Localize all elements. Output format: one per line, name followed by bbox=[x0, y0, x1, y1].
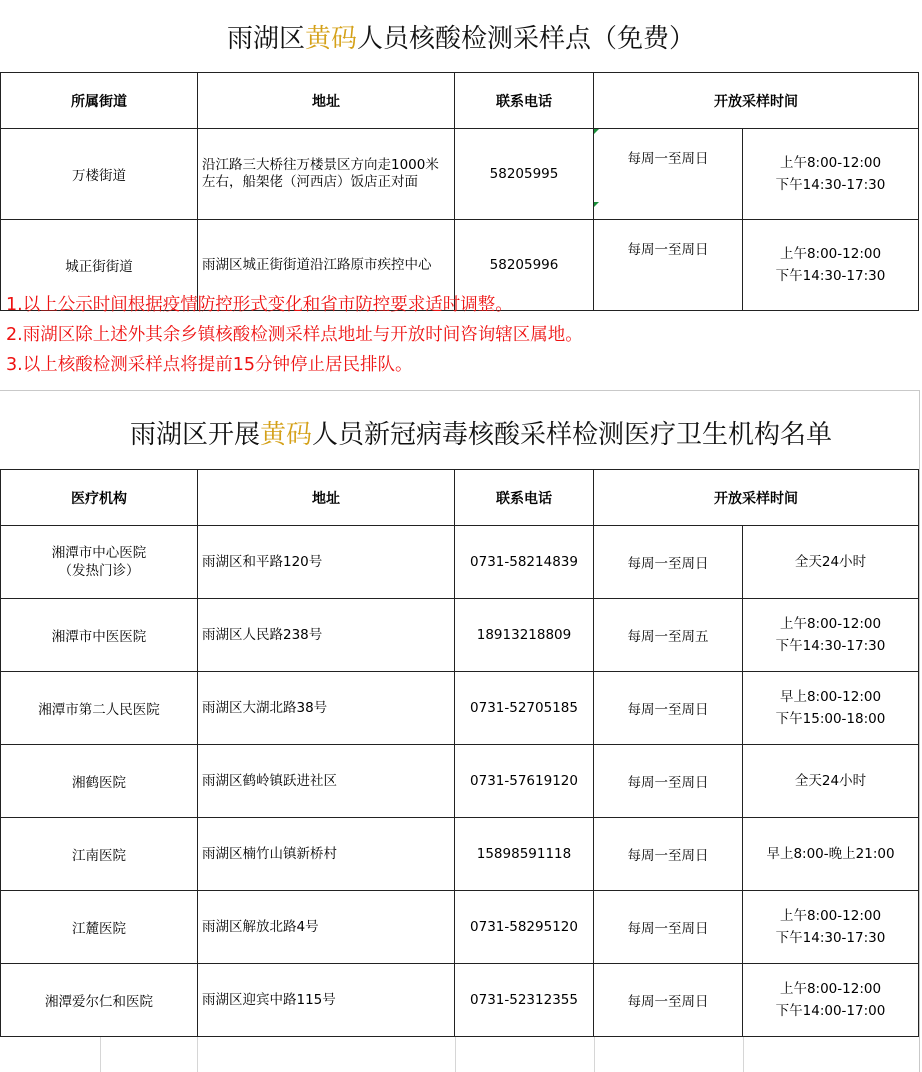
note-line-2: 2.雨湖区除上述外其余乡镇核酸检测采样点地址与开放时间咨询辖区属地。 bbox=[6, 325, 583, 345]
table-row bbox=[1, 891, 919, 964]
section1-title-highlight: 黄码 bbox=[304, 23, 357, 54]
notes-block bbox=[6, 290, 583, 380]
cell-comment-marker bbox=[594, 202, 599, 207]
time-line-1: 上午8:00-12:00 bbox=[779, 616, 882, 632]
time-line-1: 上午8:00-12:00 bbox=[779, 155, 882, 171]
medical-institutions-table bbox=[0, 469, 919, 1037]
time-cell: 早上8:00-晚上21:00 bbox=[743, 818, 919, 891]
table-row bbox=[1, 129, 919, 220]
address-cell: 雨湖区迎宾中路115号 bbox=[198, 964, 455, 1037]
days-cell: 每周一至周日 bbox=[594, 891, 743, 964]
time-cell bbox=[743, 964, 919, 1037]
section2-title bbox=[0, 396, 922, 468]
time-line-2: 下午14:30-17:30 bbox=[775, 930, 886, 946]
days-cell: 每周一至周日 bbox=[594, 964, 743, 1037]
phone-cell: 18913218809 bbox=[455, 599, 594, 672]
time-line-1: 上午8:00-12:00 bbox=[779, 981, 882, 997]
header-institution: 医疗机构 bbox=[1, 470, 198, 526]
time-cell: 全天24小时 bbox=[743, 745, 919, 818]
phone-cell: 58205995 bbox=[455, 129, 594, 220]
time-line-2: 下午15:00-18:00 bbox=[775, 711, 886, 727]
institution-cell: 湘潭市第二人民医院 bbox=[1, 672, 198, 745]
empty-grid-line bbox=[743, 1037, 744, 1072]
institution-name: 湘潭市中心医院 bbox=[51, 545, 147, 561]
address-cell: 雨湖区人民路238号 bbox=[198, 599, 455, 672]
days-cell: 每周一至周日 bbox=[594, 672, 743, 745]
header-open-time: 开放采样时间 bbox=[594, 73, 919, 129]
institution-note: （发热门诊） bbox=[58, 563, 140, 579]
address-cell: 雨湖区解放北路4号 bbox=[198, 891, 455, 964]
time-line-2: 下午14:30-17:30 bbox=[775, 638, 886, 654]
time-line-1: 上午8:00-12:00 bbox=[779, 908, 882, 924]
days-cell: 每周一至周日 bbox=[594, 526, 743, 599]
phone-cell: 0731-58295120 bbox=[455, 891, 594, 964]
empty-grid-line bbox=[100, 1037, 101, 1072]
header-address: 地址 bbox=[198, 470, 455, 526]
table-row bbox=[1, 599, 919, 672]
street-name: 万楼街道 bbox=[1, 129, 198, 220]
time-cell bbox=[743, 672, 919, 745]
time-line-2: 下午14:00-17:00 bbox=[775, 1003, 886, 1019]
phone-cell: 0731-58214839 bbox=[455, 526, 594, 599]
section1-title-post: 人员核酸检测采样点（免费） bbox=[357, 23, 696, 54]
time-cell bbox=[743, 220, 919, 311]
section-divider bbox=[0, 390, 920, 391]
time-cell: 全天24小时 bbox=[743, 526, 919, 599]
address-cell: 雨湖区城正街街道沿江路原市疾控中心 bbox=[198, 220, 455, 311]
phone-cell: 15898591118 bbox=[455, 818, 594, 891]
section2-title-pre: 雨湖区开展 bbox=[130, 419, 261, 450]
phone-cell: 58205996 bbox=[455, 220, 594, 311]
address-cell: 雨湖区楠竹山镇新桥村 bbox=[198, 818, 455, 891]
street-name: 城正街街道 bbox=[1, 220, 198, 311]
time-cell bbox=[743, 129, 919, 220]
phone-cell: 0731-52705185 bbox=[455, 672, 594, 745]
time-line-1: 早上8:00-12:00 bbox=[779, 689, 882, 705]
note-line-1: 1.以上公示时间根据疫情防控形式变化和省市防控要求适时调整。 bbox=[6, 295, 513, 315]
days-cell: 每周一至周日 bbox=[594, 129, 743, 220]
section1-title bbox=[0, 0, 922, 72]
address-cell: 沿江路三大桥往万楼景区方向走1000米左右，船架佬（河西店）饭店正对面 bbox=[198, 129, 455, 220]
header-phone: 联系电话 bbox=[455, 73, 594, 129]
empty-grid-line bbox=[197, 1037, 198, 1072]
header-phone: 联系电话 bbox=[455, 470, 594, 526]
note-line-3: 3.以上核酸检测采样点将提前15分钟停止居民排队。 bbox=[6, 355, 413, 375]
section1-title-pre: 雨湖区 bbox=[226, 23, 305, 54]
days-cell: 每周一至周五 bbox=[594, 599, 743, 672]
time-cell bbox=[743, 599, 919, 672]
header-open-time: 开放采样时间 bbox=[594, 470, 919, 526]
phone-cell: 0731-52312355 bbox=[455, 964, 594, 1037]
sampling-points-table bbox=[0, 72, 919, 311]
table-row bbox=[1, 745, 919, 818]
time-cell bbox=[743, 891, 919, 964]
time-line-1: 上午8:00-12:00 bbox=[779, 246, 882, 262]
address-cell: 雨湖区鹤岭镇跃进社区 bbox=[198, 745, 455, 818]
time-line-2: 下午14:30-17:30 bbox=[775, 177, 886, 193]
cell-comment-marker bbox=[594, 129, 599, 134]
table-row bbox=[1, 526, 919, 599]
section2-title-highlight: 黄码 bbox=[260, 419, 313, 450]
table-header-row bbox=[1, 73, 919, 129]
institution-cell: 湘潭爱尔仁和医院 bbox=[1, 964, 198, 1037]
section2-title-post: 人员新冠病毒核酸采样检测医疗卫生机构名单 bbox=[312, 419, 833, 450]
days-cell: 每周一至周日 bbox=[594, 818, 743, 891]
table-row bbox=[1, 964, 919, 1037]
institution-cell: 湘潭市中医医院 bbox=[1, 599, 198, 672]
table-row bbox=[1, 818, 919, 891]
time-line-2: 下午14:30-17:30 bbox=[775, 268, 886, 284]
address-cell: 雨湖区大湖北路38号 bbox=[198, 672, 455, 745]
address-cell: 雨湖区和平路120号 bbox=[198, 526, 455, 599]
institution-cell: 湘鹤医院 bbox=[1, 745, 198, 818]
days-cell: 每周一至周日 bbox=[594, 745, 743, 818]
days-cell: 每周一至周日 bbox=[594, 220, 743, 311]
empty-grid-line bbox=[455, 1037, 456, 1072]
table-row bbox=[1, 672, 919, 745]
institution-cell: 江麓医院 bbox=[1, 891, 198, 964]
institution-cell bbox=[1, 526, 198, 599]
phone-cell: 0731-57619120 bbox=[455, 745, 594, 818]
header-street: 所属街道 bbox=[1, 73, 198, 129]
empty-grid-line bbox=[594, 1037, 595, 1072]
header-address: 地址 bbox=[198, 73, 455, 129]
sheet-right-border bbox=[919, 390, 920, 1072]
institution-cell: 江南医院 bbox=[1, 818, 198, 891]
table-header-row bbox=[1, 470, 919, 526]
